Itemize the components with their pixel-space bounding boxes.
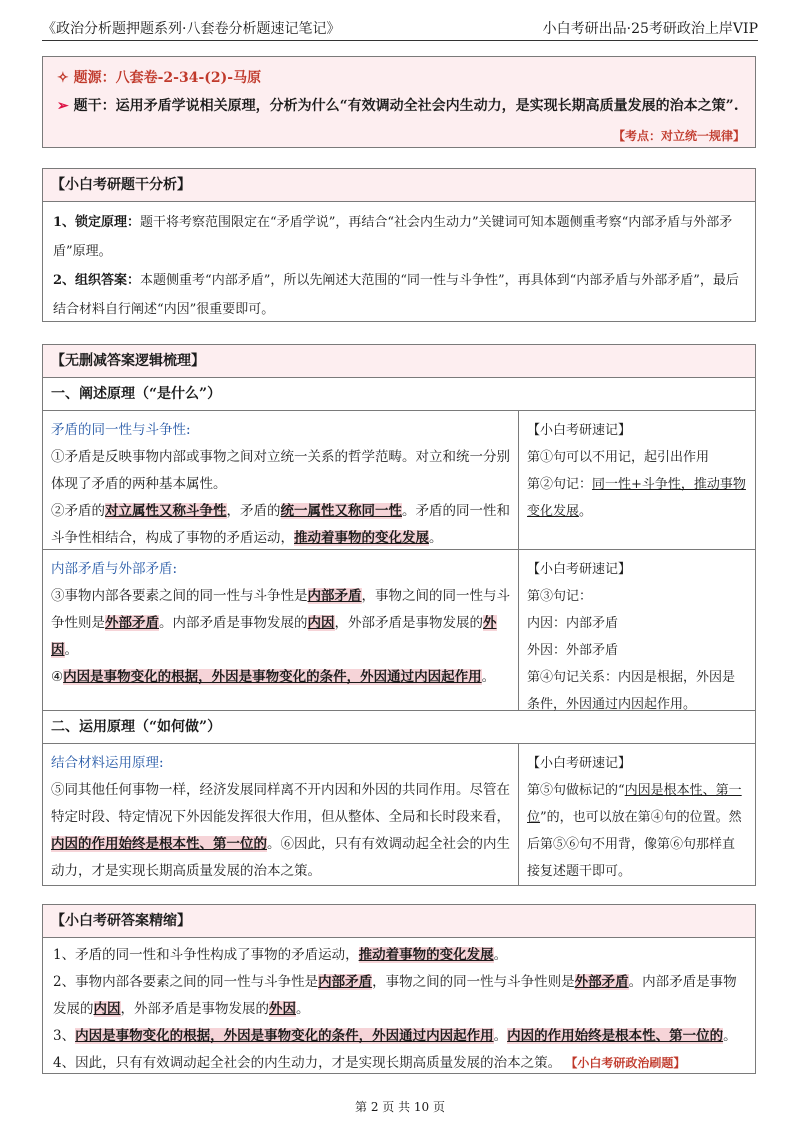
block3-s5 [51, 777, 510, 885]
stem-row [57, 95, 739, 115]
t: ，事物之间的同一性与斗争性则是 [372, 974, 575, 990]
block-1 [43, 411, 755, 550]
page-header [42, 14, 758, 41]
highlight: 内因 [93, 1001, 121, 1017]
analysis-text-1: 题干将考察范围限定在“矛盾学说”，再结合“社会内生动力”关键词可知本题侧重考察“内部矛盾与外部矛盾”原理。 [53, 215, 733, 259]
note-5 [527, 777, 747, 885]
highlight: 外部矛盾 [574, 974, 629, 990]
t: 1、矛盾的同一性和斗争性构成了事物的矛盾运动， [53, 947, 359, 963]
underline: 同一性+斗争性，推动事物变化发展 [527, 477, 746, 519]
diamond-icon: ✧ [57, 70, 69, 86]
highlight: 内部矛盾 [318, 974, 373, 990]
analysis-lead-2: 2、组织答案： [53, 273, 141, 288]
source-row [57, 67, 261, 87]
condensed-title: 【小白考研答案精缩】 [43, 905, 755, 938]
t: ②矛盾的 [51, 503, 105, 519]
block1-s1: ①矛盾是反映事物内部或事物之间对立统一关系的哲学范畴。对立和统一分别体现了矛盾的两种基本属性。 [51, 449, 510, 492]
page-number: 第 2 页 共 10 页 [355, 1100, 445, 1114]
cond-line-2 [53, 969, 745, 1023]
analysis-box [42, 168, 756, 322]
block2-s4 [51, 664, 510, 691]
part1-heading: 一、阐述原理（“是什么”） [43, 378, 755, 411]
t: 。 [296, 1001, 310, 1017]
t: ”的，也可以放在第④句的位置。然后第⑤⑥句不用背，像第⑥句那样直接复述题干即可。 [527, 810, 742, 879]
t: 第⑤句做标记的“ [527, 783, 625, 798]
block1-heading: 矛盾的同一性与斗争性: [51, 422, 191, 438]
t: 4、因此，只有有效调动起全社会的内生动力，才是实现长期高质量发展的治本之策。 [53, 1055, 562, 1071]
t: ，矛盾的 [226, 503, 281, 519]
highlight: 对立属性又称斗争性 [105, 503, 227, 519]
logic-title: 【无删减答案逻辑梳理】 [43, 345, 755, 378]
arrow-icon: ➢ [57, 98, 69, 114]
t: 。内部矛盾是事物发展的 [159, 615, 308, 631]
analysis-title: 【小白考研题干分析】 [43, 169, 755, 202]
note-title: 【小白考研速记】 [527, 562, 632, 577]
source-label: 题源： [73, 70, 116, 86]
block2-s3 [51, 583, 510, 664]
note-3: 第③句记： [527, 589, 593, 604]
t: 第②句记： [527, 477, 593, 492]
highlight: 外因 [51, 615, 497, 658]
t: ，外部矛盾是事物发展的 [120, 1001, 269, 1017]
t: 。⑥因此，只有有效调动起全社会的内生动力，才是实现长期高质量发展的治本之策。 [51, 836, 510, 879]
highlight: 内因的作用始终是根本性、第一位的 [51, 836, 267, 852]
note-4: 第④句记关系：内因是根据，外因是条件，外因通过内因起作用。 [527, 670, 736, 712]
source-value: 八套卷-2-34-(2)-马原 [115, 70, 262, 86]
analysis-lead-1: 1、锁定原理： [53, 215, 141, 230]
highlight: 内因是事物变化的根据，外因是事物变化的条件，外因通过内因起作用 [63, 669, 482, 685]
t: ，事物之间的同一性与斗争性则是 [51, 588, 510, 631]
t: 。 [723, 1028, 737, 1044]
t: 2、事物内部各要素之间的同一性与斗争性是 [53, 974, 319, 990]
stem-text: 运用矛盾学说相关原理，分析为什么“有效调动全社会内生动力，是实现长期高质量发展的治本之策”. [115, 98, 739, 114]
t: ④ [51, 669, 64, 685]
block3-heading: 结合材料运用原理: [51, 755, 164, 771]
analysis-point-1 [53, 208, 745, 266]
note-title: 【小白考研速记】 [527, 756, 632, 771]
cond-line-3 [53, 1023, 745, 1050]
question-source-box [42, 56, 756, 148]
t: ⑤同其他任何事物一样，经济发展同样离不开内因和外因的共同作用。尽管在特定时段、特定情况下外因能发挥很大作用，但从整体、全局和长时段来看， [51, 782, 510, 825]
t: ③事物内部各要素之间的同一性与斗争性是 [51, 588, 308, 604]
analysis-point-2 [53, 266, 745, 324]
note-1: 第①句可以不用记，起引出作用 [527, 450, 710, 465]
t: 。 [429, 530, 443, 546]
t: 。 [493, 1028, 508, 1044]
header-title: 《政治分析题押题系列·八套卷分析题速记笔记》 [42, 21, 341, 37]
t: 。 [493, 947, 508, 963]
highlight: 推动着事物的变化发展 [358, 947, 494, 963]
highlight: 内因是事物变化的根据，外因是事物变化的条件，外因通过内因起作用 [75, 1028, 494, 1044]
part2-heading: 二、运用原理（“如何做”） [43, 711, 755, 744]
highlight: 外因 [269, 1001, 296, 1017]
highlight: 内因 [307, 615, 335, 631]
note-title: 【小白考研速记】 [527, 423, 632, 438]
analysis-text-2: 本题侧重考“内部矛盾”，所以先阐述大范围的“同一性与斗争性”，再具体到“内部矛盾与外部矛盾”，最后结合材料自行阐述“内因”很重要即可。 [53, 273, 739, 317]
block-2 [43, 550, 755, 711]
t: 3、 [53, 1028, 76, 1044]
note-2 [527, 471, 747, 525]
knowledge-tag: 【考点：对立统一规律】 [612, 129, 745, 143]
header-brand: 小白考研出品·25考研政治上岸VIP [542, 21, 758, 37]
note-3b: 外因：外部矛盾 [527, 643, 619, 658]
t: 。 [481, 669, 496, 685]
t: 。内部矛盾是事物发展的 [53, 974, 737, 1017]
note-3a: 内因：内部矛盾 [527, 616, 619, 631]
highlight: 内部矛盾 [307, 588, 362, 604]
block1-s2 [51, 498, 510, 552]
block-3 [43, 744, 755, 886]
block2-heading: 内部矛盾与外部矛盾: [51, 561, 178, 577]
highlight: 外部矛盾 [105, 615, 159, 631]
stem-label: 题干： [73, 98, 116, 114]
underline: 内因是根本性、第一位 [527, 783, 742, 825]
t: 。矛盾的同一性和斗争性相结合，构成了事物的矛盾运动， [51, 503, 510, 546]
logic-box [42, 344, 756, 886]
highlight: 统一属性又称同一性 [280, 503, 402, 519]
highlight: 内因的作用始终是根本性、第一位的 [507, 1028, 724, 1044]
highlight: 推动着事物的变化发展 [294, 530, 429, 546]
condensed-box [42, 904, 756, 1074]
t: 。 [64, 642, 78, 658]
cond-line-1 [53, 942, 745, 969]
cond-line-4 [53, 1050, 745, 1077]
brand-tag: 【小白考研政治刷题】 [565, 1056, 686, 1070]
t: ，外部矛盾是事物发展的 [334, 615, 483, 631]
t: 。 [579, 504, 593, 519]
